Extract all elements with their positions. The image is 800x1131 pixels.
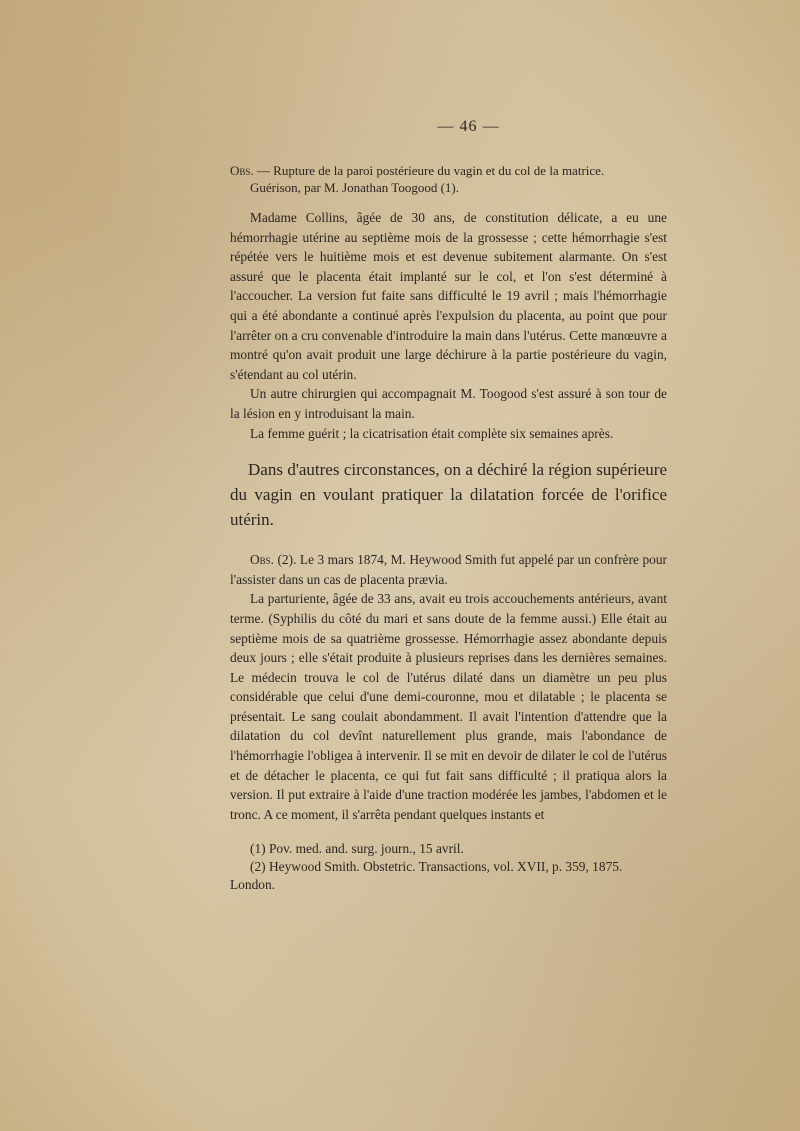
observation1-paragraph: La femme guérit ; la cicatrisation était complète six semaines après.: [250, 425, 614, 441]
page-content: [230, 118, 667, 894]
observation2-paragraph: [230, 550, 667, 589]
observation-heading-title: Rupture de la paroi postérieure du vagin et du col de la matrice.: [273, 163, 605, 178]
observation2-label: Obs.: [250, 552, 275, 568]
footnote: (2) Heywood Smith. Obstetric. Transactions, vol. XVII, p. 359, 1875. London.: [230, 859, 623, 893]
main-body-paragraph: Dans d'autres circonstances, on a déchiré la région supérieure du vagin en voulant pratiquer la dilatation forcée de l'orifice utérin.: [230, 460, 667, 530]
observation-heading-author: Guérison, par M. Jonathan Toogood (1).: [250, 180, 459, 195]
footnotes: [230, 840, 667, 894]
observation-heading-prefix: Obs. —: [230, 163, 274, 178]
page-number: — 46 —: [437, 118, 500, 135]
observation2-intro: (2). Le 3 mars 1874, M. Heywood Smith fut appelé par un confrère pour l'assister dans un cas de placenta prævia.: [230, 552, 667, 587]
observation2-paragraph: La parturiente, âgée de 33 ans, avait eu trois accouchements antérieurs, avant terme. (Syphilis du côté du mari et sans doute de la femme aussi.) Elle était au septième mois de sa quatrième grossesse. Hémorrhagie assez abondante depuis deux jours ; elle s'était produite à plusieurs reprises dans les dernières semaines. Le médecin trouva le col de l'utérus dilaté dans un diamètre un peu plus considérable que celui d'une demi-couronne, mou et dilatable ; le placenta se présentait. Le sang coulait abondamment. Il avait l'intention d'attendre que la dilatation du col devînt naturellement plus grande, mais l'abondance de l'hémorrhagie l'obligea à intervenir. Il se mit en devoir de dilater le col de l'utérus et de détacher le placenta, ce qui fut fait sans difficulté ; il pratiqua alors la version. Il put extraire à l'aide d'une traction modérée les jambes, l'abdomen et le tronc. A ce moment, il s'arrêta pendant quelques instants et: [230, 591, 667, 822]
footnote: (1) Pov. med. and. surg. journ., 15 avril.: [250, 841, 464, 857]
observation1-paragraph: Madame Collins, âgée de 30 ans, de constitution délicate, a eu une hémorrhagie utérine au septième mois de la grossesse ; cette hémorrhagie s'est répétée vers le huitième mois et est devenue subitement alarmante. On s'est assuré que le placenta était implanté sur le col, et l'on s'est déterminé à l'accoucher. La version fut faite sans difficulté le 19 avril ; mais l'hémorrhagie qui a été abondante a continué après l'expulsion du placenta, au point que pour l'arrêter on a cru convenable d'introduire la main dans l'utérus. Cette manœuvre a montré qu'on avait produit une large déchirure à la partie postérieure du vagin, s'étendant au col utérin.: [230, 210, 667, 382]
observation1-paragraph: Un autre chirurgien qui accompagnait M. Toogood s'est assuré à son tour de la lésion en y introduisant la main.: [230, 386, 667, 421]
observation-heading: [230, 162, 667, 196]
